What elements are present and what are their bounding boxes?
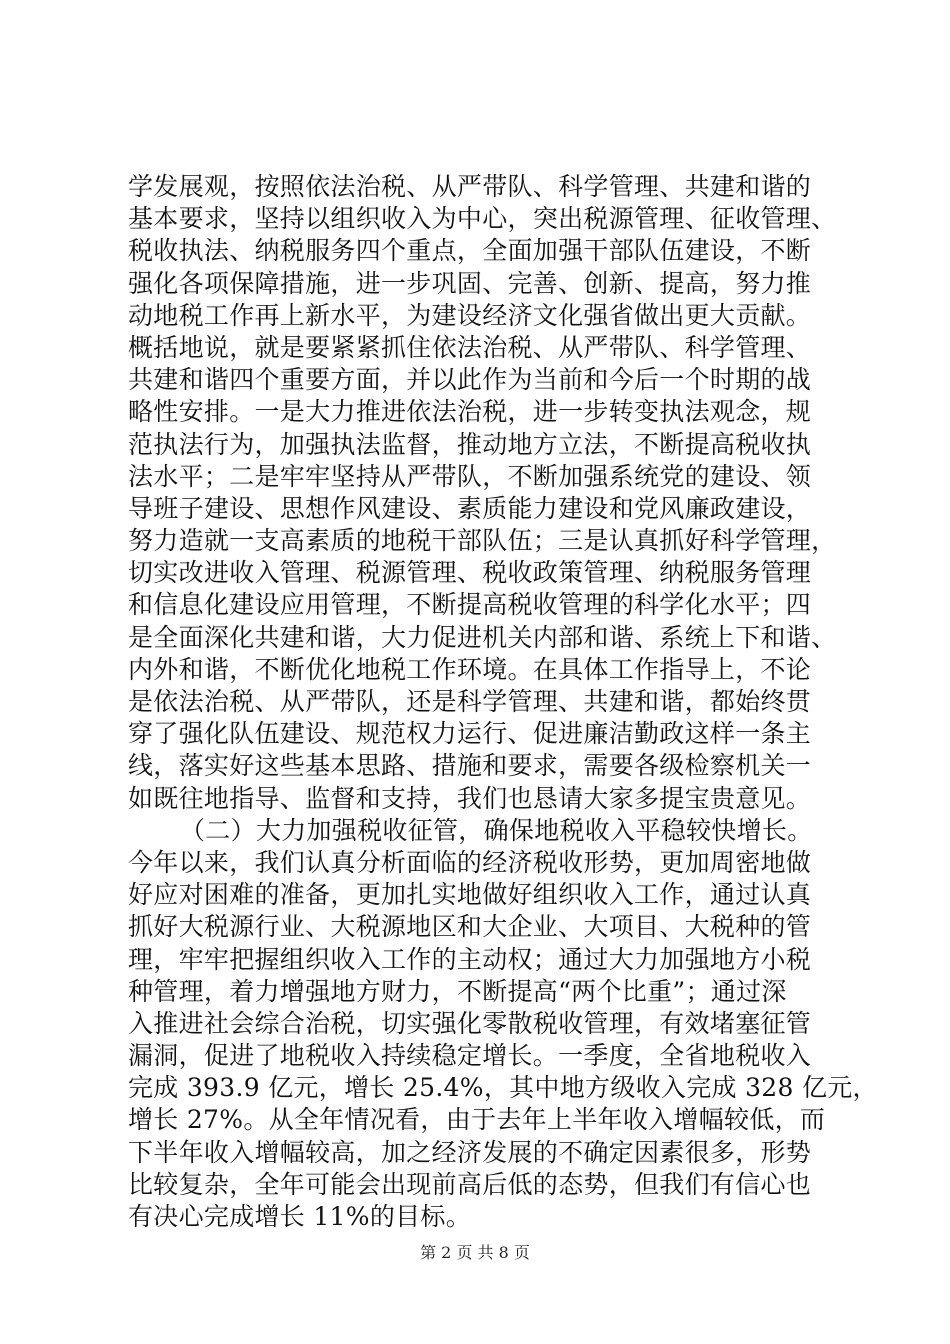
text-line: 入推进社会综合治税，切实强化零散税收管理，有效堵塞征管 bbox=[128, 1008, 812, 1038]
text-line: 共建和谐四个重要方面，并以此作为当前和今后一个时期的战 bbox=[128, 365, 812, 395]
text-line: 如既往地指导、监督和支持，我们也恳请大家多提宝贵意见。 bbox=[128, 783, 812, 813]
body-text bbox=[128, 171, 878, 1233]
text-line: 好应对困难的准备，更加扎实地做好组织收入工作，通过认真 bbox=[128, 880, 812, 910]
text-line: 导班子建设、思想作风建设、素质能力建设和党风廉政建设， bbox=[128, 493, 812, 523]
text-line: 理，牢牢把握组织收入工作的主动权；通过大力加强地方小税 bbox=[128, 944, 812, 974]
text-line: 范执法行为，加强执法监督，推动地方立法，不断提高税收执 bbox=[128, 429, 812, 459]
text-line: 税收执法、纳税服务四个重点，全面加强干部队伍建设，不断 bbox=[128, 236, 812, 266]
text-line: 穿了强化队伍建设、规范权力运行、促进廉洁勤政这样一条主 bbox=[128, 719, 812, 749]
text-line: 强化各项保障措施，进一步巩固、完善、创新、提高，努力推 bbox=[128, 268, 812, 298]
text-line: 内外和谐，不断优化地税工作环境。在具体工作指导上，不论 bbox=[128, 654, 812, 684]
text-line: 漏洞，促进了地税收入持续稳定增长。一季度，全省地税收入 bbox=[128, 1041, 812, 1071]
page-number-footer: 第 2 页 共 8 页 bbox=[420, 1243, 530, 1262]
text-line: 和信息化建设应用管理，不断提高税收管理的科学化水平；四 bbox=[128, 590, 812, 620]
text-line: 切实改进收入管理、税源管理、税收政策管理、纳税服务管理 bbox=[128, 558, 812, 588]
text-line: 学发展观，按照依法治税、从严带队、科学管理、共建和谐的 bbox=[128, 172, 812, 201]
text-line: 下半年收入增幅较高，加之经济发展的不确定因素很多，形势 bbox=[128, 1137, 812, 1167]
text-line: 完成 393.9 亿元，增长 25.4%，其中地方级收入完成 328 亿元， bbox=[128, 1073, 878, 1103]
text-line: 法水平；二是牢牢坚持从严带队，不断加强系统党的建设、领 bbox=[128, 461, 812, 491]
text-line: 比较复杂，全年可能会出现前高后低的态势，但我们有信心也 bbox=[128, 1169, 812, 1199]
text-line: 概括地说，就是要紧紧抓住依法治税、从严带队、科学管理、 bbox=[128, 332, 812, 362]
text-line: 动地税工作再上新水平，为建设经济文化强省做出更大贡献。 bbox=[128, 300, 812, 330]
text-line: 线，落实好这些基本思路、措施和要求，需要各级检察机关一 bbox=[128, 751, 812, 781]
text-line: 有决心完成增长 11%的目标。 bbox=[128, 1202, 472, 1231]
section-heading: （二）大力加强税收征管，确保地税收入平稳较快增长。 bbox=[180, 815, 813, 845]
text-line: 今年以来，我们认真分析面临的经济税收形势，更加周密地做 bbox=[128, 847, 812, 877]
text-line: 是依法治税、从严带队，还是科学管理、共建和谐，都始终贯 bbox=[128, 687, 812, 716]
text-line: 抓好大税源行业、大税源地区和大企业、大项目、大税种的管 bbox=[128, 912, 812, 942]
text-line: 增长 27%。从全年情况看，由于去年上半年收入增幅较低，而 bbox=[128, 1105, 826, 1135]
text-line: 种管理，着力增强地方财力，不断提高“两个比重”；通过深 bbox=[128, 976, 787, 1006]
text-line: 基本要求，坚持以组织收入为中心，突出税源管理、征收管理、 bbox=[128, 204, 837, 234]
text-line: 是全面深化共建和谐，大力促进机关内部和谐、系统上下和谐、 bbox=[128, 622, 837, 652]
text-line: 略性安排。一是大力推进依法治税，进一步转变执法观念，规 bbox=[128, 397, 812, 427]
text-line: 努力造就一支高素质的地税干部队伍；三是认真抓好科学管理， bbox=[128, 526, 837, 556]
